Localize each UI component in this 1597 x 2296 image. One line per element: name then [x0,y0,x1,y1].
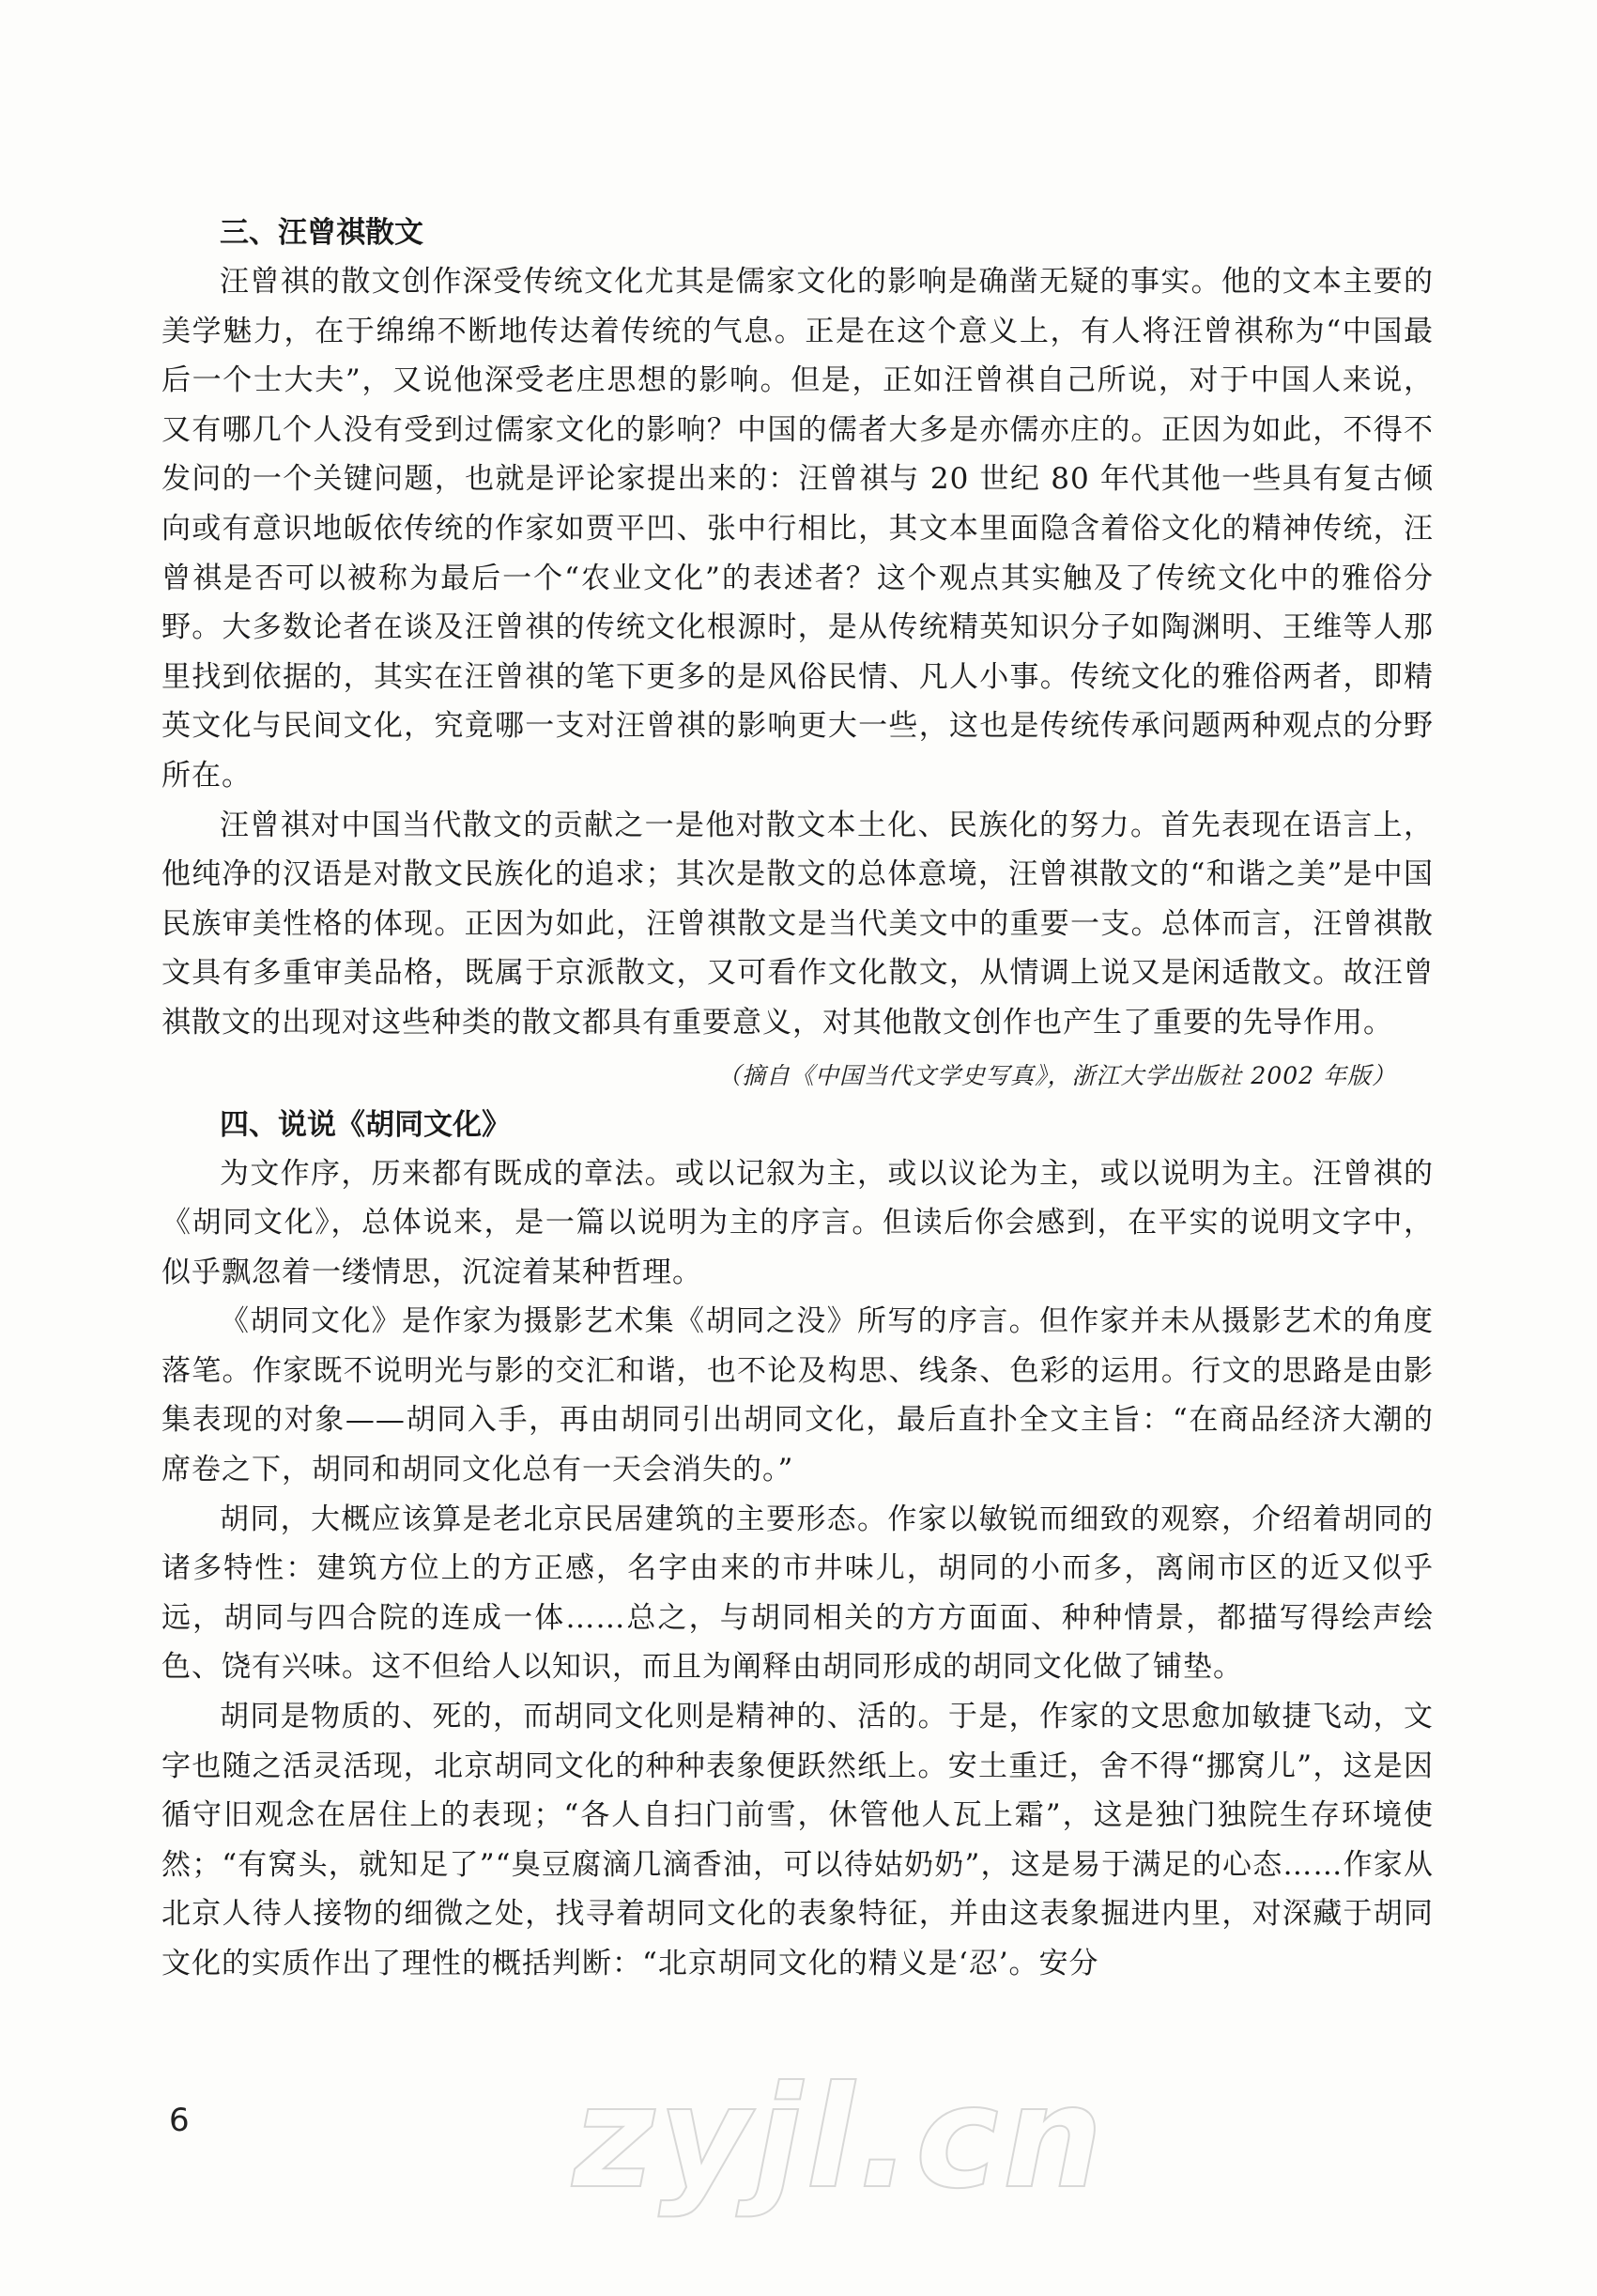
page-number: 6 [169,2102,190,2139]
section-4-paragraph-1: 为文作序，历来都有既成的章法。或以记叙为主，或以议论为主，或以说明为主。汪曾祺的《胡同文化》，总体说来，是一篇以说明为主的序言。但读后你会感到，在平实的说明文字中，似乎飘忽着一缕情思，沉淀着某种哲理。 [161,1156,1434,1289]
page-body [161,208,1434,1989]
watermark: zyjl.cn [573,2057,1107,2220]
section-3-heading: 三、汪曾祺散文 [220,216,423,250]
section-4-paragraph-4: 胡同是物质的、死的，而胡同文化则是精神的、活的。于是，作家的文思愈加敏捷飞动，文字也随之活灵活现，北京胡同文化的种种表象便跃然纸上。安土重迁，舍不得“挪窝儿”，这是因循守旧观念在居住上的表现；“各人自扫门前雪，休管他人瓦上霜”，这是独门独院生存环境使然；“有窝头，就知足了”“臭豆腐滴几滴香油，可以待姑奶奶”，这是易于满足的心态……作家从北京人待人接物的细微之处，找寻着胡同文化的表象特征，并由这表象掘进内里，对深藏于胡同文化的实质作出了理性的概括判断：“北京胡同文化的精义是‘忍’。安分 [161,1700,1434,1980]
section-3-paragraph-2: 汪曾祺对中国当代散文的贡献之一是他对散文本土化、民族化的努力。首先表现在语言上，他纯净的汉语是对散文民族化的追求；其次是散文的总体意境，汪曾祺散文的“和谐之美”是中国民族审美性格的体现。正因为如此，汪曾祺散文是当代美文中的重要一支。总体而言，汪曾祺散文具有多重审美品格，既属于京派散文，又可看作文化散文，从情调上说又是闲适散文。故汪曾祺散文的出现对这些种类的散文都具有重要意义，对其他散文创作也产生了重要的先导作用。 [161,808,1434,1040]
section-3-paragraph-1: 汪曾祺的散文创作深受传统文化尤其是儒家文化的影响是确凿无疑的事实。他的文本主要的美学魅力，在于绵绵不断地传达着传统的气息。正是在这个意义上，有人将汪曾祺称为“中国最后一个士大夫”，又说他深受老庄思想的影响。但是，正如汪曾祺自己所说，对于中国人来说，又有哪几个人没有受到过儒家文化的影响？中国的儒者大多是亦儒亦庄的。正因为如此，不得不发问的一个关键问题，也就是评论家提出来的：汪曾祺与 20 世纪 80 年代其他一些具有复古倾向或有意识地皈依传统的作家如贾平凹、张中行相比，其文本里面隐含着俗文化的精神传统，汪曾祺是否可以被称为最后一个“农业文化”的表述者？这个观点其实触及了传统文化中的雅俗分野。大多数论者在谈及汪曾祺的传统文化根源时，是从传统精英知识分子如陶渊明、王维等人那里找到依据的，其实在汪曾祺的笔下更多的是风俗民情、凡人小事。传统文化的雅俗两者，即精英文化与民间文化，究竟哪一支对汪曾祺的影响更大一些，这也是传统传承问题两种观点的分野所在。 [161,265,1435,793]
section-4-paragraph-2: 《胡同文化》是作家为摄影艺术集《胡同之没》所写的序言。但作家并未从摄影艺术的角度落笔。作家既不说明光与影的交汇和谐，也不论及构思、线条、色彩的运用。行文的思路是由影集表现的对象——胡同入手，再由胡同引出胡同文化，最后直扑全文主旨：“在商品经济大潮的席卷之下，胡同和胡同文化总有一天会消失的。” [161,1304,1434,1487]
source-citation: （摘自《中国当代文学史写真》，浙江大学出版社 2002 年版） [716,1061,1396,1089]
section-4-heading: 四、说说《胡同文化》 [220,1107,511,1142]
section-4-paragraph-3: 胡同，大概应该算是老北京民居建筑的主要形态。作家以敏锐而细致的观察，介绍着胡同的诸多特性：建筑方位上的方正感，名字由来的市井味儿，胡同的小而多，离闹市区的近又似乎远，胡同与四合院的连成一体……总之，与胡同相关的方方面面、种种情景，都描写得绘声绘色、饶有兴味。这不但给人以知识，而且为阐释由胡同形成的胡同文化做了铺垫。 [161,1502,1434,1685]
